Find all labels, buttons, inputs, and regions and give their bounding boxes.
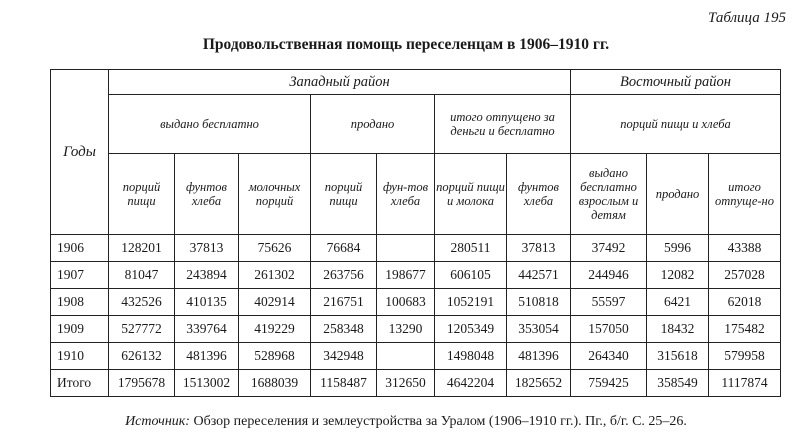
table-cell: 1052191	[435, 289, 507, 316]
table-cell: 37813	[507, 235, 571, 262]
header-east-region: Восточный район	[571, 70, 781, 95]
table-cell: 43388	[709, 235, 781, 262]
subheader-cell: порций пищи	[109, 154, 175, 235]
table-cell: 759425	[571, 370, 647, 397]
source-label: Источник:	[125, 414, 190, 429]
table-cell: 37813	[175, 235, 239, 262]
table-cell: 312650	[377, 370, 435, 397]
table-label: Таблица 195	[708, 10, 786, 26]
source-note	[0, 414, 812, 430]
table-cell: 198677	[377, 262, 435, 289]
subheader-cell: фунтов хлеба	[175, 154, 239, 235]
header-west-region: Западный район	[109, 70, 571, 95]
table-cell: 216751	[311, 289, 377, 316]
header-west-sold: продано	[311, 95, 435, 154]
table-cell: 100683	[377, 289, 435, 316]
subheader-cell: молочных порций	[239, 154, 311, 235]
header-west-free: выдано бесплатно	[109, 95, 311, 154]
table-cell: 37492	[571, 235, 647, 262]
table-cell: 1688039	[239, 370, 311, 397]
year-cell: Итого	[51, 370, 109, 397]
table-cell: 419229	[239, 316, 311, 343]
table-body	[51, 235, 781, 397]
table-cell: 175482	[709, 316, 781, 343]
table-row	[51, 235, 781, 262]
table-row	[51, 316, 781, 343]
header-east-portions: порций пищи и хлеба	[571, 95, 781, 154]
table-cell: 6421	[647, 289, 709, 316]
table-cell: 18432	[647, 316, 709, 343]
table-cell: 606105	[435, 262, 507, 289]
table-cell: 258348	[311, 316, 377, 343]
year-cell: 1906	[51, 235, 109, 262]
table-row	[51, 343, 781, 370]
table-cell: 157050	[571, 316, 647, 343]
table-cell: 402914	[239, 289, 311, 316]
year-cell: 1910	[51, 343, 109, 370]
table-cell: 442571	[507, 262, 571, 289]
table-cell: 626132	[109, 343, 175, 370]
table-cell: 528968	[239, 343, 311, 370]
table-cell: 342948	[311, 343, 377, 370]
table-cell: 5996	[647, 235, 709, 262]
table-cell: 12082	[647, 262, 709, 289]
table-row	[51, 370, 781, 397]
table-cell: 339764	[175, 316, 239, 343]
table-cell: 55597	[571, 289, 647, 316]
table-cell: 4642204	[435, 370, 507, 397]
header-years: Годы	[51, 70, 109, 235]
subheader-cell: выдано бесплатно взрослым и детям	[571, 154, 647, 235]
table-cell: 315618	[647, 343, 709, 370]
year-cell: 1907	[51, 262, 109, 289]
subheader-cell: порций пищи и молока	[435, 154, 507, 235]
table-cell: 81047	[109, 262, 175, 289]
year-cell: 1908	[51, 289, 109, 316]
table-cell: 579958	[709, 343, 781, 370]
table-cell: 263756	[311, 262, 377, 289]
table-cell: 410135	[175, 289, 239, 316]
subheader-cell: фун-тов хлеба	[377, 154, 435, 235]
table-cell: 1158487	[311, 370, 377, 397]
table-cell: 1513002	[175, 370, 239, 397]
table-cell: 76684	[311, 235, 377, 262]
table-cell: 527772	[109, 316, 175, 343]
table-cell: 261302	[239, 262, 311, 289]
table-cell: 257028	[709, 262, 781, 289]
table-cell: 510818	[507, 289, 571, 316]
table-cell: 62018	[709, 289, 781, 316]
table-cell: 13290	[377, 316, 435, 343]
table-cell: 358549	[647, 370, 709, 397]
year-cell: 1909	[51, 316, 109, 343]
table-cell: 244946	[571, 262, 647, 289]
subheader-cell: фунтов хлеба	[507, 154, 571, 235]
table-cell: 1205349	[435, 316, 507, 343]
table-cell: 432526	[109, 289, 175, 316]
table-cell: 280511	[435, 235, 507, 262]
table-cell: 128201	[109, 235, 175, 262]
table-cell: 1825652	[507, 370, 571, 397]
data-table	[50, 69, 781, 397]
table-cell	[377, 235, 435, 262]
table-cell: 353054	[507, 316, 571, 343]
table-cell: 481396	[507, 343, 571, 370]
table-cell: 243894	[175, 262, 239, 289]
table-row	[51, 289, 781, 316]
table-row	[51, 262, 781, 289]
subheader-cell: итого отпуще-но	[709, 154, 781, 235]
table-header	[51, 70, 781, 235]
subheader-cell: продано	[647, 154, 709, 235]
source-text: Обзор переселения и землеустройства за Уралом (1906–1910 гг.). Пг., б/г. С. 25–26.	[193, 414, 687, 429]
table-cell: 75626	[239, 235, 311, 262]
table-cell: 264340	[571, 343, 647, 370]
table-cell: 1117874	[709, 370, 781, 397]
table-cell: 1795678	[109, 370, 175, 397]
table-cell: 1498048	[435, 343, 507, 370]
table-cell: 481396	[175, 343, 239, 370]
table-title: Продовольственная помощь переселенцам в 1906–1910 гг.	[202, 36, 610, 53]
header-west-total: итого отпущено за деньги и бесплатно	[435, 95, 571, 154]
subheader-cell: порций пищи	[311, 154, 377, 235]
table-cell	[377, 343, 435, 370]
